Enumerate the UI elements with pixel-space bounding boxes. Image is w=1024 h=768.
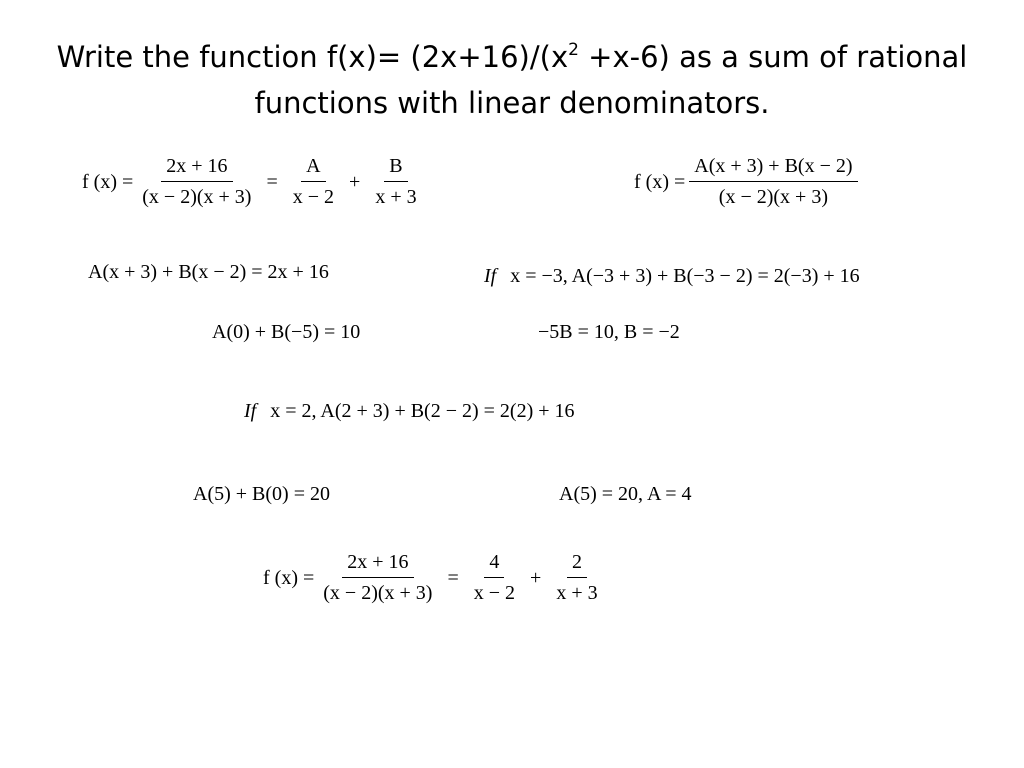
eq4-text: x = −3, A(−3 + 3) + B(−3 − 2) = 2(−3) + 16 <box>510 265 860 287</box>
equation-final-result <box>263 552 607 603</box>
equation-numerator-identity <box>88 262 329 282</box>
equation-solve-b <box>538 322 680 342</box>
equation-solve-a <box>559 484 692 504</box>
eq1-plus: + <box>349 170 361 193</box>
equation-combined-fraction <box>634 156 862 207</box>
eq1-frac3-denominator: x + 3 <box>375 186 417 208</box>
eq3-text: A(x + 3) + B(x − 2) = 2x + 16 <box>88 261 329 283</box>
eq4-if: If <box>484 265 497 287</box>
eq2-fraction <box>689 156 857 207</box>
eq1-fraction-b <box>370 156 421 207</box>
eq10-lhs: f (x) = <box>263 566 315 589</box>
eq10-frac1-numerator: 2x + 16 <box>342 552 413 578</box>
eq10-fraction-main <box>318 552 437 603</box>
eq1-frac1-numerator: 2x + 16 <box>161 156 232 182</box>
eq10-frac3-denominator: x + 3 <box>556 582 598 604</box>
title-text-part2: +x-6) as a sum of rational functions with linear denominators. <box>254 40 968 120</box>
eq10-equals: = <box>447 566 459 589</box>
eq1-frac2-numerator: A <box>301 156 325 182</box>
eq8-text: A(5) + B(0) = 20 <box>193 483 330 505</box>
eq2-numerator: A(x + 3) + B(x − 2) <box>689 156 857 182</box>
eq1-fraction-main <box>137 156 256 207</box>
eq10-frac1-denominator: (x − 2)(x + 3) <box>323 582 433 604</box>
equation-partial-fraction-setup <box>82 156 426 207</box>
equation-simplified-x-2 <box>193 484 330 504</box>
eq10-fraction-b <box>551 552 602 603</box>
eq1-frac3-numerator: B <box>384 156 407 182</box>
eq1-fraction-a <box>288 156 339 207</box>
eq10-plus: + <box>530 566 542 589</box>
slide-title <box>40 34 984 126</box>
eq9-text: A(5) = 20, A = 4 <box>559 483 692 505</box>
equation-simplified-x-neg3 <box>212 322 360 342</box>
equation-substitute-x-neg3 <box>484 266 860 286</box>
eq2-denominator: (x − 2)(x + 3) <box>718 186 828 208</box>
eq5-text: A(0) + B(−5) = 10 <box>212 321 361 343</box>
eq7-text: x = 2, A(2 + 3) + B(2 − 2) = 2(2) + 16 <box>270 400 575 422</box>
eq6-text: −5B = 10, B = −2 <box>538 321 680 343</box>
eq10-frac2-denominator: x − 2 <box>473 582 516 604</box>
title-exponent: 2 <box>568 40 579 60</box>
title-text-part1: Write the function f(x)= (2x+16)/(x <box>56 40 569 74</box>
eq10-frac3-numerator: 2 <box>567 552 587 578</box>
eq10-fraction-a <box>469 552 520 603</box>
eq1-lhs: f (x) = <box>82 170 134 193</box>
eq7-if: If <box>244 400 257 422</box>
eq1-frac1-denominator: (x − 2)(x + 3) <box>142 186 252 208</box>
eq1-frac2-denominator: x − 2 <box>292 186 335 208</box>
eq10-frac2-numerator: 4 <box>484 552 504 578</box>
eq2-lhs: f (x) = <box>634 170 686 193</box>
eq1-equals: = <box>266 170 278 193</box>
equation-substitute-x-2 <box>244 401 575 421</box>
